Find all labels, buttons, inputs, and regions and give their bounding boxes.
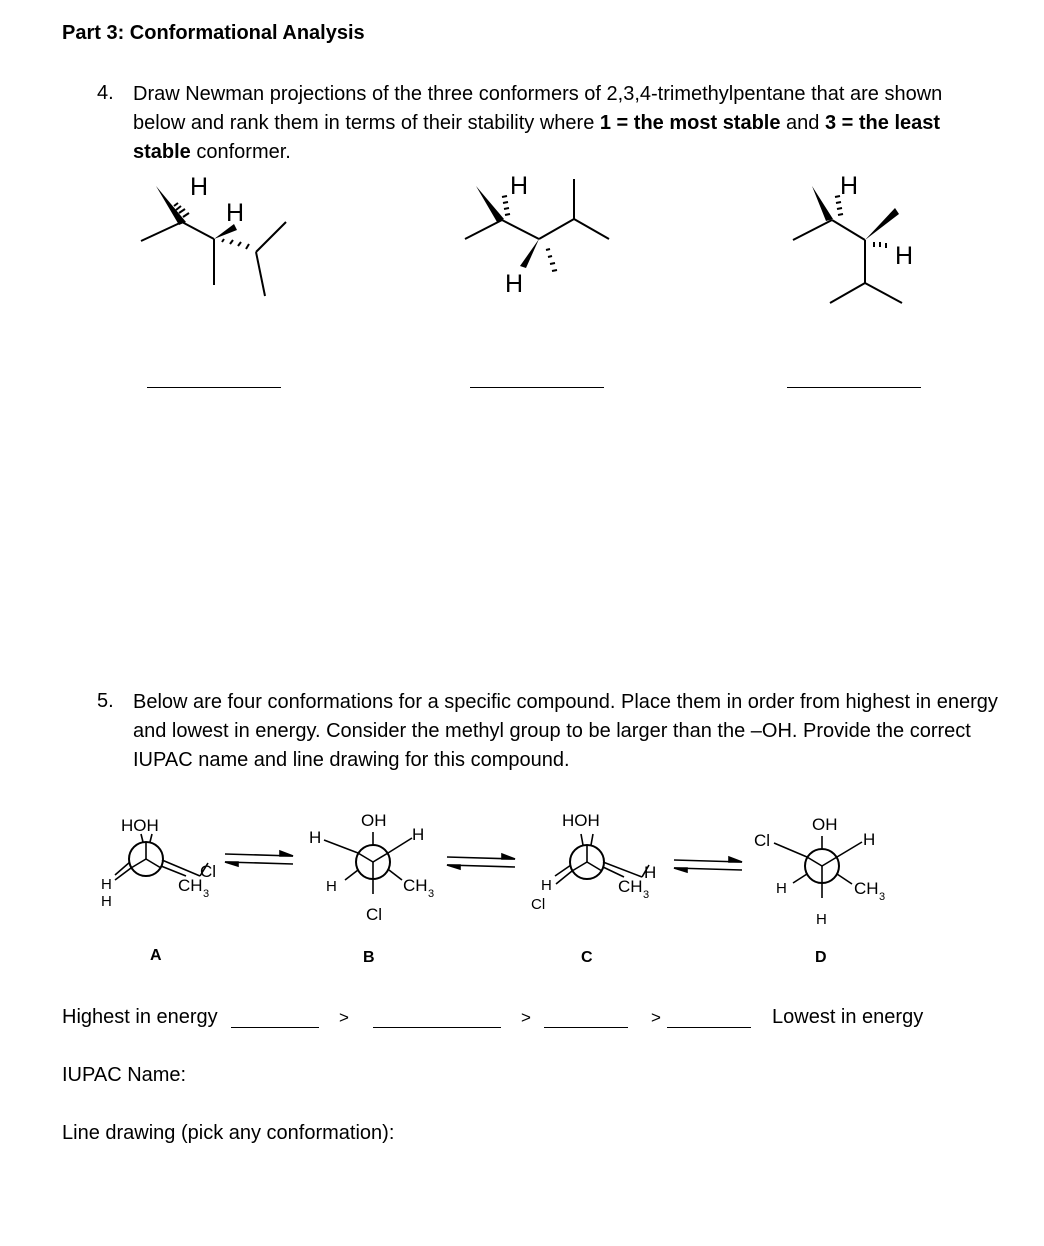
- substituent-label: 3: [879, 891, 886, 903]
- conformer-2-structure: [465, 179, 609, 271]
- newman-b: [324, 832, 412, 894]
- substituent-label: 3: [428, 888, 435, 900]
- lowest-energy-label: Lowest in energy: [772, 1006, 924, 1028]
- atom-label-h: H: [190, 173, 209, 201]
- substituent-label: H: [816, 911, 827, 928]
- substituent-label: H: [644, 863, 657, 882]
- substituent-label: HOH: [121, 816, 159, 835]
- greater-than: >: [521, 1008, 531, 1027]
- line-drawing-label: Line drawing (pick any conformation):: [62, 1122, 395, 1144]
- q4-text-2: and: [780, 112, 825, 134]
- newman-a: [115, 834, 208, 880]
- conformer-1-structure: [141, 186, 286, 296]
- atom-label-h: H: [510, 172, 529, 200]
- conformer-3-structure: [793, 186, 902, 303]
- greater-than: >: [651, 1008, 661, 1027]
- label-a: A: [150, 947, 162, 964]
- wedge-bond: [476, 186, 504, 222]
- rank-blank-2[interactable]: [470, 387, 604, 388]
- substituent-label: H: [101, 893, 112, 910]
- highest-energy-label: Highest in energy: [62, 1006, 218, 1028]
- order-blank-2[interactable]: [373, 1027, 501, 1028]
- substituent-label: 3: [643, 889, 650, 901]
- substituent-label: OH: [361, 811, 387, 830]
- rank-blank-3[interactable]: [787, 387, 921, 388]
- substituent-label: CH: [618, 877, 643, 896]
- substituent-label: CH: [403, 876, 428, 895]
- substituent-label: HOH: [562, 811, 600, 830]
- label-b: B: [363, 949, 375, 966]
- question-5-text: Below are four conformations for a specific compound. Place them in order from highest in energy and lowest in energy. Consider the methyl group to be larger than the –OH. Provide the correct IUPAC name and line drawing for this compound.: [133, 691, 998, 771]
- substituent-label: Cl: [531, 896, 546, 913]
- label-c: C: [581, 949, 593, 966]
- wedge-bond: [520, 239, 539, 268]
- substituent-label: Cl: [200, 862, 217, 881]
- wedge-bond: [812, 186, 833, 221]
- equilibrium-arrow: [225, 851, 293, 866]
- q4-bold-1: 1 = the most stable: [599, 112, 781, 134]
- equilibrium-arrow: [447, 854, 515, 869]
- atom-label-h: H: [895, 242, 914, 270]
- q4-text-1: Draw Newman projections of the three conformers of 2,3,4-trimethylpentane that are shown below and rank them in terms of their stability where: [133, 83, 943, 134]
- substituent-label: OH: [812, 815, 838, 834]
- atom-label-h: H: [505, 270, 524, 298]
- substituent-label: Cl: [366, 905, 383, 924]
- substituent-label: H: [776, 880, 787, 897]
- q4-text-3: conformer.: [190, 141, 291, 163]
- atom-label-h: H: [226, 199, 245, 227]
- section-heading: Part 3: Conformational Analysis: [62, 22, 365, 44]
- equilibrium-arrow: [674, 857, 742, 872]
- substituent-label: 3: [203, 888, 210, 900]
- substituent-label: H: [863, 830, 876, 849]
- label-d: D: [815, 949, 827, 966]
- order-blank-3[interactable]: [544, 1027, 628, 1028]
- order-blank-4[interactable]: [667, 1027, 751, 1028]
- iupac-name-label: IUPAC Name:: [62, 1064, 187, 1086]
- newman-d: [774, 836, 862, 898]
- substituent-label: H: [101, 876, 112, 893]
- greater-than: >: [339, 1008, 349, 1027]
- substituent-label: Cl: [754, 831, 771, 850]
- question-4-number: 4.: [97, 82, 114, 104]
- substituent-label: H: [412, 825, 425, 844]
- substituent-label: CH: [178, 876, 203, 895]
- question-5-number: 5.: [97, 690, 114, 712]
- q4-bold-2: 3 = the least stable: [133, 112, 941, 163]
- rank-blank-1[interactable]: [147, 387, 281, 388]
- wedge-bond: [156, 186, 186, 225]
- substituent-label: H: [326, 878, 337, 895]
- atom-label-h: H: [840, 172, 859, 200]
- order-blank-1[interactable]: [231, 1027, 319, 1028]
- substituent-label: H: [541, 877, 552, 894]
- substituent-label: CH: [854, 879, 879, 898]
- substituent-label: H: [309, 828, 322, 847]
- wedge-bond: [865, 208, 899, 240]
